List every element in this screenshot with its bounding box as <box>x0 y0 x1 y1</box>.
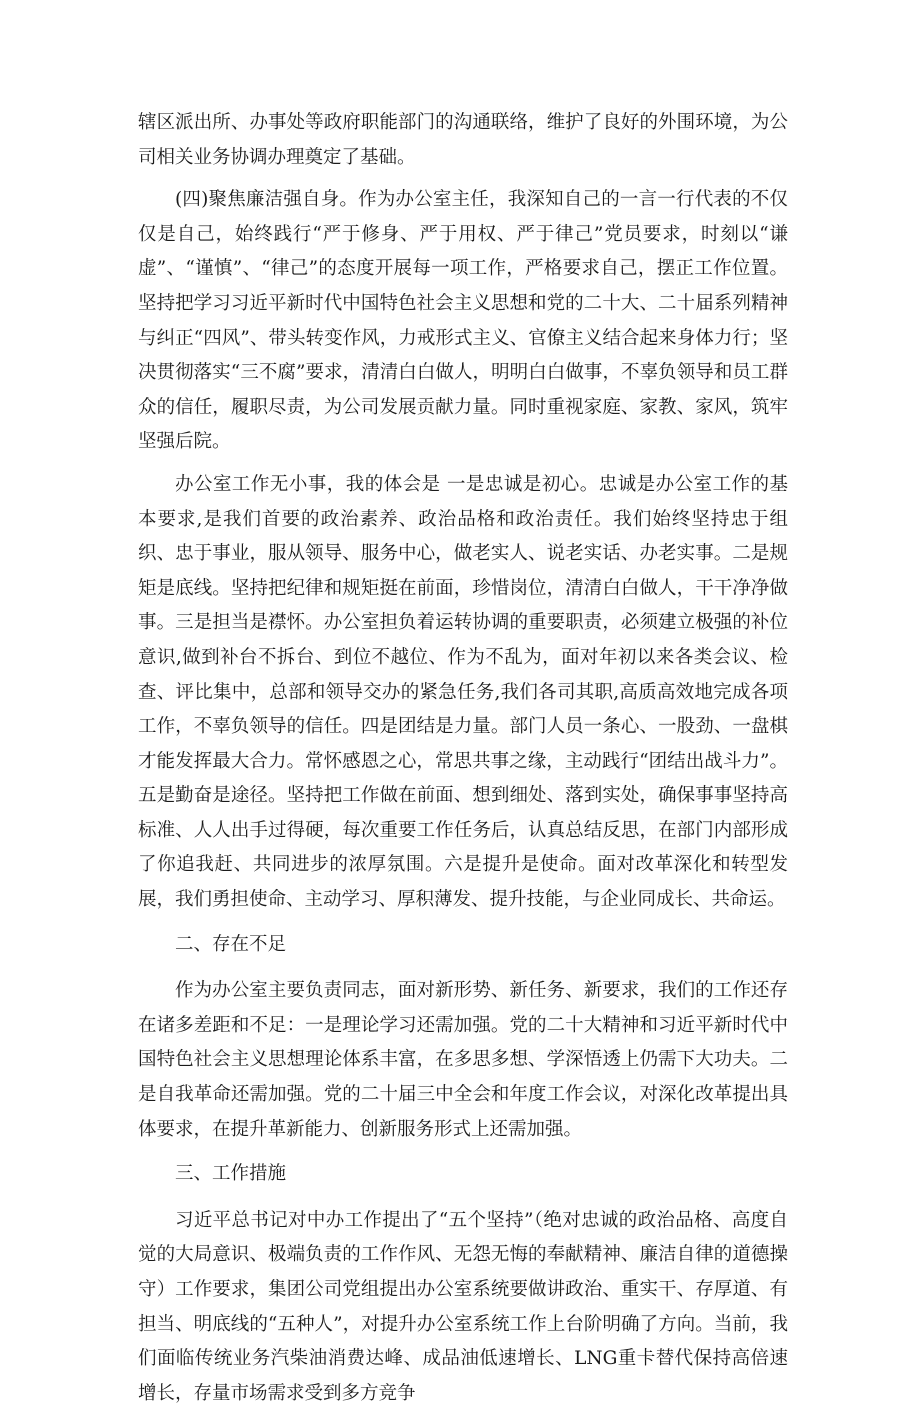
paragraph-continuation: 辖区派出所、办事处等政府职能部门的沟通联络，维护了良好的外围环境，为公司相关业务协调办理奠定了基础。 <box>138 112 788 168</box>
section-heading-shortcomings: 二、存在不足 <box>175 933 287 955</box>
section-heading-measures: 三、工作措施 <box>175 1163 287 1185</box>
paragraph-measures: 习近平总书记对中办工作提出了“五个坚持”（绝对忠诚的政治品格、高度自觉的大局意识、极端负责的工作作风、无怨无悔的奉献精神、廉洁自律的道德操守）工作要求，集团公司党组提出办公室系统要做讲政治、重实干、存厚道、有担当、明底线的“五种人”，对提升办公室系统工作上台阶明确了方向。当前，我们面临传统业务汽柴油消费达峰、成品油低速增长、LNG重卡替代保持高倍速增长，存量市场需求受到多方竞争 <box>138 1209 788 1404</box>
paragraph-integrity: (四)聚焦廉洁强自身。作为办公室主任，我深知自己的一言一行代表的不仅仅是自己，始终践行“严于修身、严于用权、严于律己”党员要求，时刻以“谦虚”、“谨慎”、“律己”的态度开展每一项工作，严格要求自己，摆正工作位置。坚持把学习习近平新时代中国特色社会主义思想和党的二十大、二十届系列精神与纠正“四风”、带头转变作风，力戒形式主义、官僚主义结合起来身体力行；坚决贯彻落实“三不腐”要求，清清白白做人，明明白白做事，不辜负领导和员工群众的信任，履职尽责，为公司发展贡献力量。同时重视家庭、家教、家风，筑牢坚强后院。 <box>138 189 788 453</box>
paragraph-experience: 办公室工作无小事，我的体会是 一是忠诚是初心。忠诚是办公室工作的基本要求,是我们首要的政治素养、政治品格和政治责任。我们始终坚持忠于组织、忠于事业，服从领导、服务中心，做老实人、说老实话、办老实事。二是规矩是底线。坚持把纪律和规矩挺在前面，珍惜岗位，清清白白做人，干干净净做事。三是担当是襟怀。办公室担负着运转协调的重要职责，必须建立极强的补位意识,做到补台不拆台、到位不越位、作为不乱为，面对年初以来各类会议、检查、评比集中，总部和领导交办的紧急任务,我们各司其职,高质高效地完成各项工作，不辜负领导的信任。四是团结是力量。部门人员一条心、一股劲、一盘棋才能发挥最大合力。常怀感恩之心，常思共事之缘，主动践行“团结出战斗力”。五是勤奋是途径。坚持把工作做在前面、想到细处、落到实处，确保事事坚持高标准、人人出手过得硬，每次重要工作任务后，认真总结反思，在部门内部形成了你追我赶、共同进步的浓厚氛围。六是提升是使命。面对改革深化和转型发展，我们勇担使命、主动学习、厚积薄发、提升技能，与企业同成长、共命运。 <box>138 473 788 911</box>
paragraph-shortcomings: 作为办公室主要负责同志，面对新形势、新任务、新要求，我们的工作还存在诸多差距和不足：一是理论学习还需加强。党的二十大精神和习近平新时代中国特色社会主义思想理论体系丰富，在多思多想、学深悟透上仍需下大功夫。二是自我革命还需加强。党的二十届三中全会和年度工作会议，对深化改革提出具体要求，在提升革新能力、创新服务形式上还需加强。 <box>138 980 788 1140</box>
document-page <box>138 106 788 1419</box>
